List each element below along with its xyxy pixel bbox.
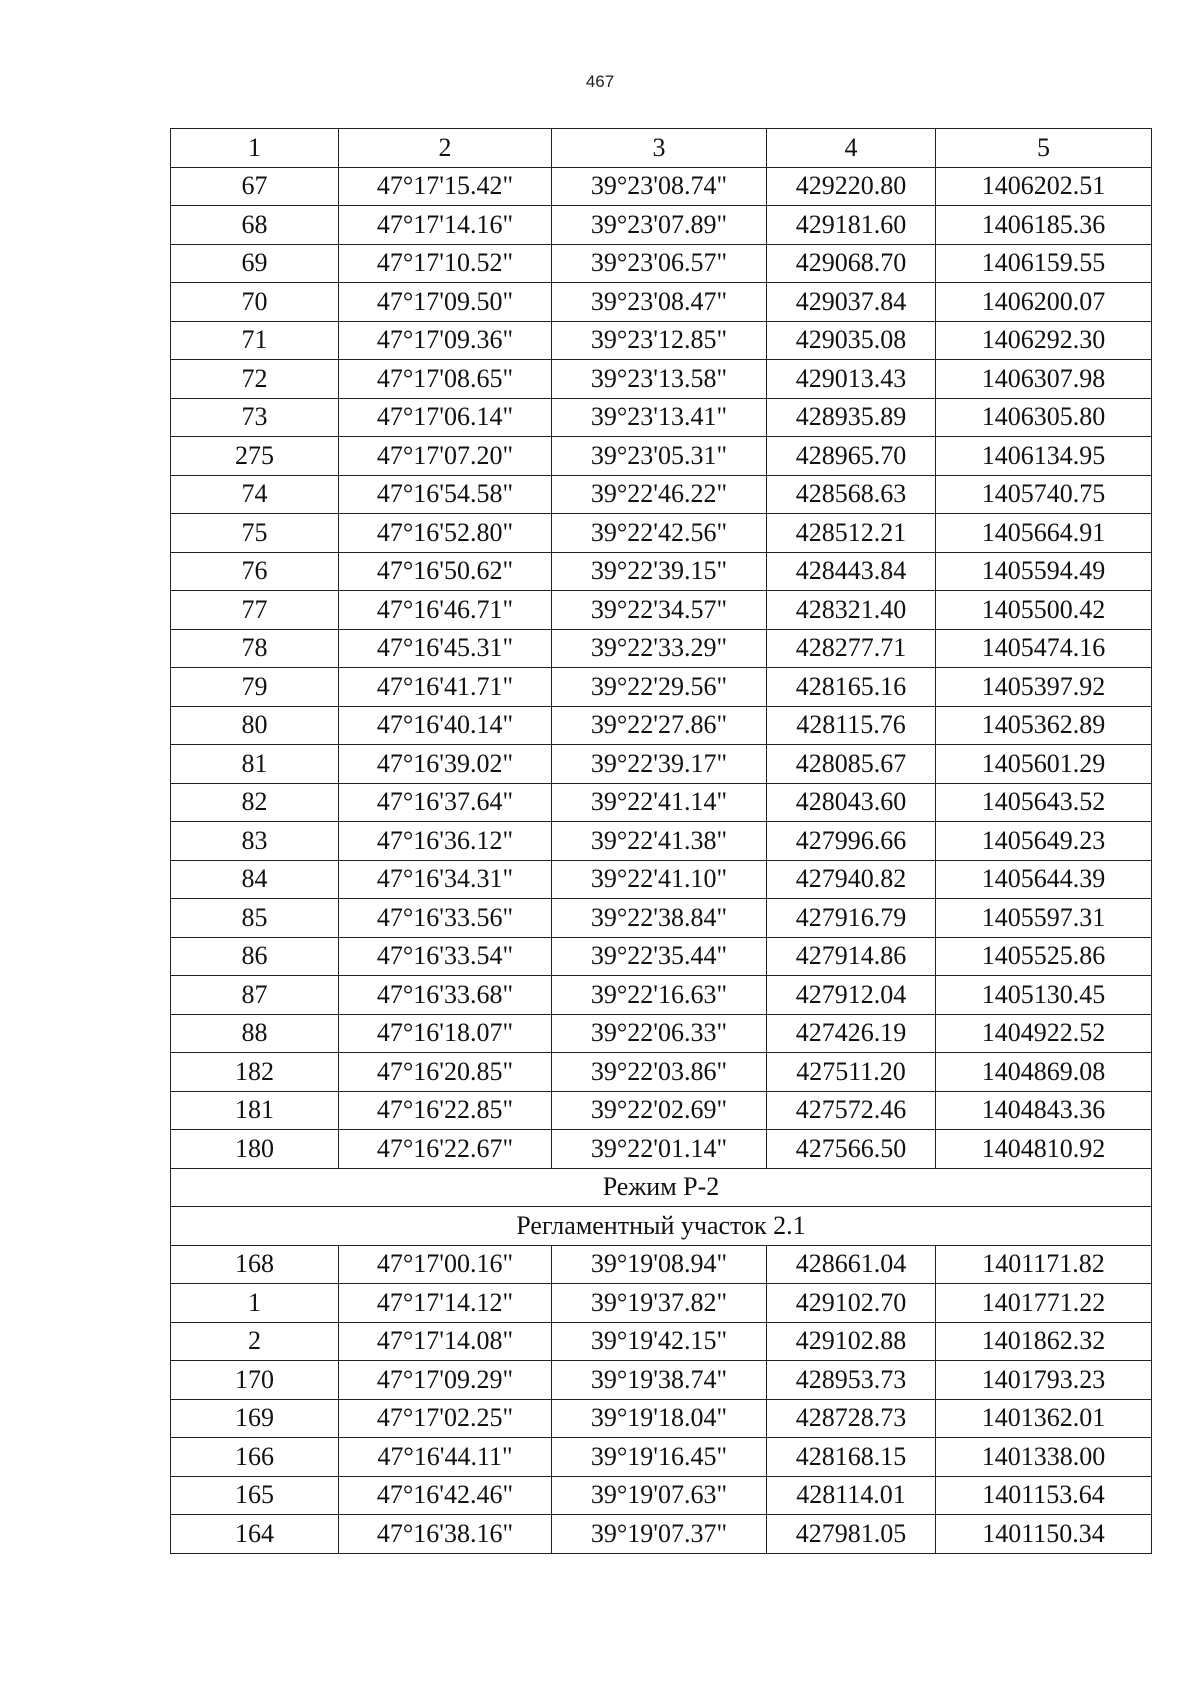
y-coordinate-cell: 1405597.31	[936, 899, 1152, 938]
x-coordinate-cell: 428661.04	[767, 1245, 936, 1284]
x-coordinate-cell: 429102.70	[767, 1284, 936, 1323]
section-row	[171, 1207, 1152, 1246]
point-number-cell: 170	[171, 1361, 339, 1400]
y-coordinate-cell: 1405601.29	[936, 745, 1152, 784]
x-coordinate-cell: 428512.21	[767, 514, 936, 553]
header-row	[171, 129, 1152, 168]
latitude-cell: 47°16'33.68"	[339, 976, 552, 1015]
x-coordinate-cell: 428168.15	[767, 1438, 936, 1477]
y-coordinate-cell: 1401862.32	[936, 1322, 1152, 1361]
latitude-cell: 47°17'09.36"	[339, 321, 552, 360]
point-number-cell: 82	[171, 783, 339, 822]
table-row	[171, 822, 1152, 861]
x-coordinate-cell: 428115.76	[767, 706, 936, 745]
longitude-cell: 39°22'41.38"	[552, 822, 767, 861]
column-header: 4	[767, 129, 936, 168]
longitude-cell: 39°23'13.41"	[552, 398, 767, 437]
y-coordinate-cell: 1406307.98	[936, 360, 1152, 399]
latitude-cell: 47°17'02.25"	[339, 1399, 552, 1438]
point-number-cell: 80	[171, 706, 339, 745]
point-number-cell: 71	[171, 321, 339, 360]
column-header: 1	[171, 129, 339, 168]
longitude-cell: 39°23'08.47"	[552, 283, 767, 322]
longitude-cell: 39°22'01.14"	[552, 1130, 767, 1169]
point-number-cell: 275	[171, 437, 339, 476]
latitude-cell: 47°16'38.16"	[339, 1515, 552, 1554]
longitude-cell: 39°22'02.69"	[552, 1091, 767, 1130]
longitude-cell: 39°22'46.22"	[552, 475, 767, 514]
latitude-cell: 47°16'50.62"	[339, 552, 552, 591]
x-coordinate-cell: 427914.86	[767, 937, 936, 976]
point-number-cell: 68	[171, 206, 339, 245]
table-row	[171, 860, 1152, 899]
y-coordinate-cell: 1401793.23	[936, 1361, 1152, 1400]
longitude-cell: 39°23'06.57"	[552, 244, 767, 283]
section-mode-title: Режим Р-2	[171, 1168, 1152, 1207]
table-row	[171, 783, 1152, 822]
longitude-cell: 39°19'16.45"	[552, 1438, 767, 1477]
longitude-cell: 39°23'12.85"	[552, 321, 767, 360]
longitude-cell: 39°19'18.04"	[552, 1399, 767, 1438]
point-number-cell: 84	[171, 860, 339, 899]
point-number-cell: 1	[171, 1284, 339, 1323]
point-number-cell: 168	[171, 1245, 339, 1284]
latitude-cell: 47°17'14.12"	[339, 1284, 552, 1323]
point-number-cell: 72	[171, 360, 339, 399]
point-number-cell: 182	[171, 1053, 339, 1092]
table-row	[171, 552, 1152, 591]
longitude-cell: 39°23'07.89"	[552, 206, 767, 245]
latitude-cell: 47°16'40.14"	[339, 706, 552, 745]
longitude-cell: 39°22'06.33"	[552, 1014, 767, 1053]
x-coordinate-cell: 427426.19	[767, 1014, 936, 1053]
y-coordinate-cell: 1405644.39	[936, 860, 1152, 899]
y-coordinate-cell: 1405474.16	[936, 629, 1152, 668]
table-row	[171, 1053, 1152, 1092]
table-row	[171, 206, 1152, 245]
longitude-cell: 39°22'41.10"	[552, 860, 767, 899]
x-coordinate-cell: 428043.60	[767, 783, 936, 822]
section-row	[171, 1168, 1152, 1207]
y-coordinate-cell: 1405362.89	[936, 706, 1152, 745]
table-body-part2	[171, 1245, 1152, 1553]
longitude-cell: 39°22'39.17"	[552, 745, 767, 784]
x-coordinate-cell: 429035.08	[767, 321, 936, 360]
latitude-cell: 47°16'45.31"	[339, 629, 552, 668]
point-number-cell: 69	[171, 244, 339, 283]
y-coordinate-cell: 1405500.42	[936, 591, 1152, 630]
table-row	[171, 1245, 1152, 1284]
table-row	[171, 937, 1152, 976]
table-row	[171, 706, 1152, 745]
longitude-cell: 39°19'38.74"	[552, 1361, 767, 1400]
x-coordinate-cell: 427981.05	[767, 1515, 936, 1554]
y-coordinate-cell: 1401171.82	[936, 1245, 1152, 1284]
longitude-cell: 39°22'34.57"	[552, 591, 767, 630]
table-row	[171, 514, 1152, 553]
longitude-cell: 39°22'03.86"	[552, 1053, 767, 1092]
x-coordinate-cell: 428953.73	[767, 1361, 936, 1400]
point-number-cell: 166	[171, 1438, 339, 1477]
x-coordinate-cell: 428568.63	[767, 475, 936, 514]
table-row	[171, 475, 1152, 514]
point-number-cell: 165	[171, 1476, 339, 1515]
latitude-cell: 47°16'33.56"	[339, 899, 552, 938]
y-coordinate-cell: 1406134.95	[936, 437, 1152, 476]
table-row	[171, 1399, 1152, 1438]
latitude-cell: 47°17'15.42"	[339, 167, 552, 206]
table-row	[171, 1130, 1152, 1169]
latitude-cell: 47°16'37.64"	[339, 783, 552, 822]
x-coordinate-cell: 428935.89	[767, 398, 936, 437]
table-row	[171, 398, 1152, 437]
x-coordinate-cell: 428165.16	[767, 668, 936, 707]
point-number-cell: 75	[171, 514, 339, 553]
point-number-cell: 169	[171, 1399, 339, 1438]
longitude-cell: 39°19'08.94"	[552, 1245, 767, 1284]
coordinates-table	[170, 128, 1152, 1554]
latitude-cell: 47°16'54.58"	[339, 475, 552, 514]
y-coordinate-cell: 1404843.36	[936, 1091, 1152, 1130]
longitude-cell: 39°22'27.86"	[552, 706, 767, 745]
y-coordinate-cell: 1406185.36	[936, 206, 1152, 245]
longitude-cell: 39°22'33.29"	[552, 629, 767, 668]
point-number-cell: 83	[171, 822, 339, 861]
x-coordinate-cell: 427996.66	[767, 822, 936, 861]
latitude-cell: 47°16'34.31"	[339, 860, 552, 899]
y-coordinate-cell: 1401362.01	[936, 1399, 1152, 1438]
column-header: 2	[339, 129, 552, 168]
point-number-cell: 85	[171, 899, 339, 938]
latitude-cell: 47°16'46.71"	[339, 591, 552, 630]
table-row	[171, 360, 1152, 399]
column-header: 3	[552, 129, 767, 168]
table-row	[171, 167, 1152, 206]
y-coordinate-cell: 1401771.22	[936, 1284, 1152, 1323]
table-row	[171, 591, 1152, 630]
x-coordinate-cell: 427511.20	[767, 1053, 936, 1092]
y-coordinate-cell: 1404810.92	[936, 1130, 1152, 1169]
point-number-cell: 87	[171, 976, 339, 1015]
table-row	[171, 899, 1152, 938]
x-coordinate-cell: 428277.71	[767, 629, 936, 668]
longitude-cell: 39°19'07.37"	[552, 1515, 767, 1554]
y-coordinate-cell: 1405649.23	[936, 822, 1152, 861]
latitude-cell: 47°16'33.54"	[339, 937, 552, 976]
table-row	[171, 745, 1152, 784]
longitude-cell: 39°22'16.63"	[552, 976, 767, 1015]
table-row	[171, 1014, 1152, 1053]
y-coordinate-cell: 1406202.51	[936, 167, 1152, 206]
point-number-cell: 73	[171, 398, 339, 437]
point-number-cell: 88	[171, 1014, 339, 1053]
table-section-headers	[171, 1168, 1152, 1245]
y-coordinate-cell: 1405525.86	[936, 937, 1152, 976]
x-coordinate-cell: 429181.60	[767, 206, 936, 245]
point-number-cell: 180	[171, 1130, 339, 1169]
table-row	[171, 629, 1152, 668]
x-coordinate-cell: 428965.70	[767, 437, 936, 476]
point-number-cell: 77	[171, 591, 339, 630]
y-coordinate-cell: 1405594.49	[936, 552, 1152, 591]
latitude-cell: 47°16'22.67"	[339, 1130, 552, 1169]
x-coordinate-cell: 427572.46	[767, 1091, 936, 1130]
x-coordinate-cell: 428085.67	[767, 745, 936, 784]
longitude-cell: 39°19'07.63"	[552, 1476, 767, 1515]
latitude-cell: 47°16'22.85"	[339, 1091, 552, 1130]
y-coordinate-cell: 1401153.64	[936, 1476, 1152, 1515]
x-coordinate-cell: 429037.84	[767, 283, 936, 322]
x-coordinate-cell: 427912.04	[767, 976, 936, 1015]
latitude-cell: 47°16'20.85"	[339, 1053, 552, 1092]
latitude-cell: 47°17'14.08"	[339, 1322, 552, 1361]
longitude-cell: 39°22'38.84"	[552, 899, 767, 938]
latitude-cell: 47°17'00.16"	[339, 1245, 552, 1284]
page-number: 467	[585, 72, 615, 91]
y-coordinate-cell: 1404922.52	[936, 1014, 1152, 1053]
table-row	[171, 1476, 1152, 1515]
x-coordinate-cell: 429220.80	[767, 167, 936, 206]
y-coordinate-cell: 1405664.91	[936, 514, 1152, 553]
table-row	[171, 976, 1152, 1015]
point-number-cell: 78	[171, 629, 339, 668]
latitude-cell: 47°17'07.20"	[339, 437, 552, 476]
y-coordinate-cell: 1404869.08	[936, 1053, 1152, 1092]
longitude-cell: 39°23'08.74"	[552, 167, 767, 206]
point-number-cell: 79	[171, 668, 339, 707]
table-row	[171, 668, 1152, 707]
longitude-cell: 39°22'42.56"	[552, 514, 767, 553]
longitude-cell: 39°23'05.31"	[552, 437, 767, 476]
y-coordinate-cell: 1401338.00	[936, 1438, 1152, 1477]
table-row	[171, 437, 1152, 476]
table-row	[171, 283, 1152, 322]
latitude-cell: 47°16'41.71"	[339, 668, 552, 707]
table-row	[171, 244, 1152, 283]
latitude-cell: 47°17'06.14"	[339, 398, 552, 437]
latitude-cell: 47°16'44.11"	[339, 1438, 552, 1477]
point-number-cell: 67	[171, 167, 339, 206]
table-row	[171, 1515, 1152, 1554]
point-number-cell: 81	[171, 745, 339, 784]
latitude-cell: 47°16'42.46"	[339, 1476, 552, 1515]
y-coordinate-cell: 1405643.52	[936, 783, 1152, 822]
point-number-cell: 74	[171, 475, 339, 514]
longitude-cell: 39°23'13.58"	[552, 360, 767, 399]
latitude-cell: 47°16'36.12"	[339, 822, 552, 861]
x-coordinate-cell: 427940.82	[767, 860, 936, 899]
x-coordinate-cell: 428114.01	[767, 1476, 936, 1515]
table-row	[171, 1091, 1152, 1130]
latitude-cell: 47°17'08.65"	[339, 360, 552, 399]
longitude-cell: 39°22'29.56"	[552, 668, 767, 707]
point-number-cell: 2	[171, 1322, 339, 1361]
x-coordinate-cell: 428443.84	[767, 552, 936, 591]
y-coordinate-cell: 1401150.34	[936, 1515, 1152, 1554]
x-coordinate-cell: 429013.43	[767, 360, 936, 399]
y-coordinate-cell: 1406159.55	[936, 244, 1152, 283]
x-coordinate-cell: 429068.70	[767, 244, 936, 283]
point-number-cell: 70	[171, 283, 339, 322]
x-coordinate-cell: 429102.88	[767, 1322, 936, 1361]
latitude-cell: 47°17'10.52"	[339, 244, 552, 283]
latitude-cell: 47°17'09.29"	[339, 1361, 552, 1400]
x-coordinate-cell: 427916.79	[767, 899, 936, 938]
point-number-cell: 76	[171, 552, 339, 591]
y-coordinate-cell: 1405130.45	[936, 976, 1152, 1015]
table-row	[171, 1438, 1152, 1477]
x-coordinate-cell: 428728.73	[767, 1399, 936, 1438]
point-number-cell: 86	[171, 937, 339, 976]
latitude-cell: 47°16'39.02"	[339, 745, 552, 784]
point-number-cell: 181	[171, 1091, 339, 1130]
longitude-cell: 39°22'39.15"	[552, 552, 767, 591]
latitude-cell: 47°16'18.07"	[339, 1014, 552, 1053]
longitude-cell: 39°22'41.14"	[552, 783, 767, 822]
section-area-title: Регламентный участок 2.1	[171, 1207, 1152, 1246]
table-row	[171, 1284, 1152, 1323]
longitude-cell: 39°19'42.15"	[552, 1322, 767, 1361]
longitude-cell: 39°22'35.44"	[552, 937, 767, 976]
y-coordinate-cell: 1405397.92	[936, 668, 1152, 707]
longitude-cell: 39°19'37.82"	[552, 1284, 767, 1323]
latitude-cell: 47°16'52.80"	[339, 514, 552, 553]
y-coordinate-cell: 1406305.80	[936, 398, 1152, 437]
point-number-cell: 164	[171, 1515, 339, 1554]
table-header	[171, 129, 1152, 168]
table-row	[171, 1361, 1152, 1400]
latitude-cell: 47°17'09.50"	[339, 283, 552, 322]
table-row	[171, 321, 1152, 360]
table-row	[171, 1322, 1152, 1361]
y-coordinate-cell: 1405740.75	[936, 475, 1152, 514]
table-body-part1	[171, 167, 1152, 1168]
y-coordinate-cell: 1406200.07	[936, 283, 1152, 322]
column-header: 5	[936, 129, 1152, 168]
x-coordinate-cell: 427566.50	[767, 1130, 936, 1169]
latitude-cell: 47°17'14.16"	[339, 206, 552, 245]
x-coordinate-cell: 428321.40	[767, 591, 936, 630]
y-coordinate-cell: 1406292.30	[936, 321, 1152, 360]
